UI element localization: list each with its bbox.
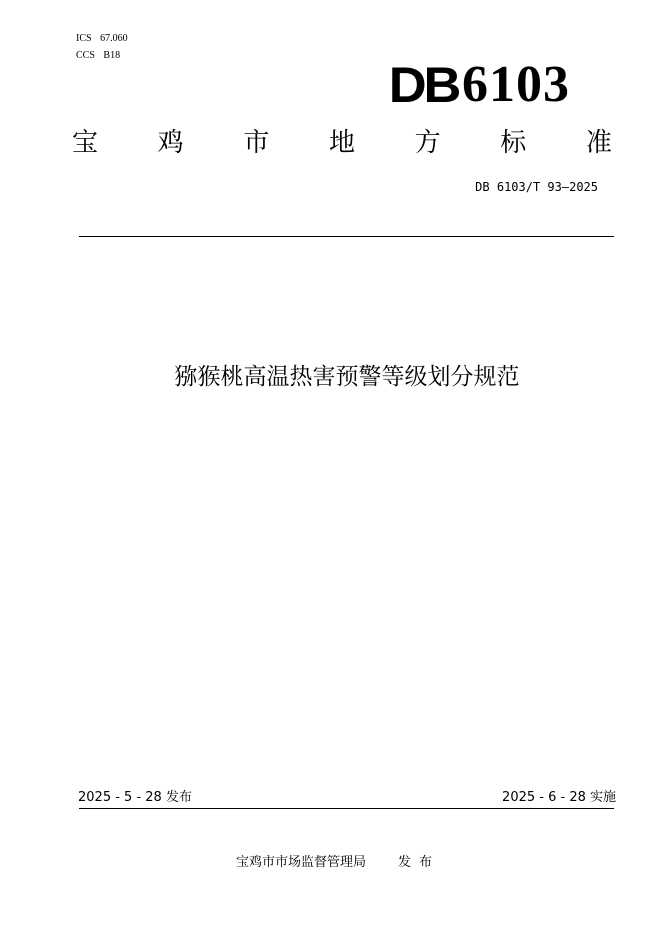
standard-type-char: 地: [328, 128, 355, 158]
ics-code: 67.060: [100, 33, 128, 44]
standard-type-char: 市: [243, 128, 270, 158]
ccs-code: B18: [103, 50, 121, 61]
standard-type-char: 鸡: [157, 128, 184, 158]
publisher-line: [0, 854, 662, 872]
db-standard-logo: [388, 54, 570, 113]
ccs-classification: [76, 50, 120, 62]
standard-type-char: 方: [414, 128, 441, 158]
standard-type-char: 标: [500, 128, 527, 158]
standard-type-heading: [72, 126, 612, 160]
standard-type-char: 准: [585, 128, 612, 158]
ics-label: ICS: [76, 33, 92, 44]
standard-type-char: 宝: [72, 128, 99, 158]
ics-classification: [76, 33, 128, 45]
implementation-date: 2025 - 6 - 28 实施: [502, 790, 616, 805]
logo-number: 6103: [462, 56, 570, 113]
publish-label: 发布: [398, 855, 441, 870]
document-title: 猕猴桃高温热害预警等级划分规范: [174, 364, 520, 390]
logo-prefix: DB: [388, 57, 458, 113]
publisher-name: 宝鸡市市场监督管理局: [235, 855, 366, 870]
header-divider: [79, 236, 614, 237]
issue-date: 2025 - 5 - 28 发布: [78, 790, 192, 805]
footer-divider: [79, 808, 614, 809]
standard-number: DB 6103/T 93—2025: [475, 180, 598, 194]
ccs-label: CCS: [76, 50, 95, 61]
